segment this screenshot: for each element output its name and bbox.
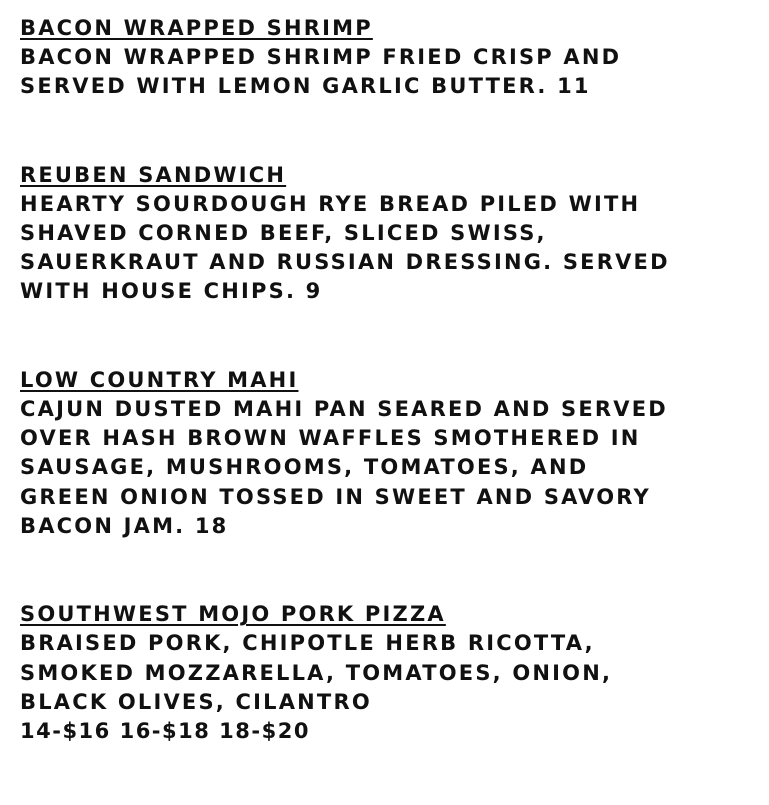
menu-item-description: BACON WRAPPED SHRIMP FRIED CRISP AND SERVED WITH LEMON GARLIC BUTTER. 11: [20, 45, 622, 99]
menu-item-title: LOW COUNTRY MAHI: [20, 367, 299, 392]
menu-item-low-country-mahi: [20, 366, 760, 541]
menu-item-description: BRAISED PORK, CHIPOTLE HERB RICOTTA, SMOKED MOZZARELLA, TOMATOES, ONION, BLACK OLIVES, CILANTRO: [20, 631, 613, 714]
menu-item-bacon-wrapped-shrimp: [20, 14, 760, 102]
menu-item-title: REUBEN SANDWICH: [20, 162, 287, 187]
menu-item-description: HEARTY SOURDOUGH RYE BREAD PILED WITH SHAVED CORNED BEEF, SLICED SWISS, SAUERKRAUT AND RUSSIAN DRESSING. SERVED WITH HOUSE CHIPS. 9: [20, 191, 670, 304]
menu-item-size-prices: 14-$16 16-$18 18-$20: [20, 719, 310, 744]
menu: [20, 14, 760, 805]
menu-item-southwest-mojo-pork-pizza: [20, 600, 760, 746]
menu-item-title: SOUTHWEST MOJO PORK PIZZA: [20, 602, 446, 627]
menu-item-description: CAJUN DUSTED MAHI PAN SEARED AND SERVED OVER HASH BROWN WAFFLES SMOTHERED IN SAUSAGE, MUSHROOMS, TOMATOES, AND GREEN ONION TOSSED IN SWEET AND SAVORY BACON JAM. 18: [20, 396, 668, 538]
menu-item-reuben-sandwich: [20, 161, 760, 307]
menu-item-title: BACON WRAPPED SHRIMP: [20, 16, 373, 40]
